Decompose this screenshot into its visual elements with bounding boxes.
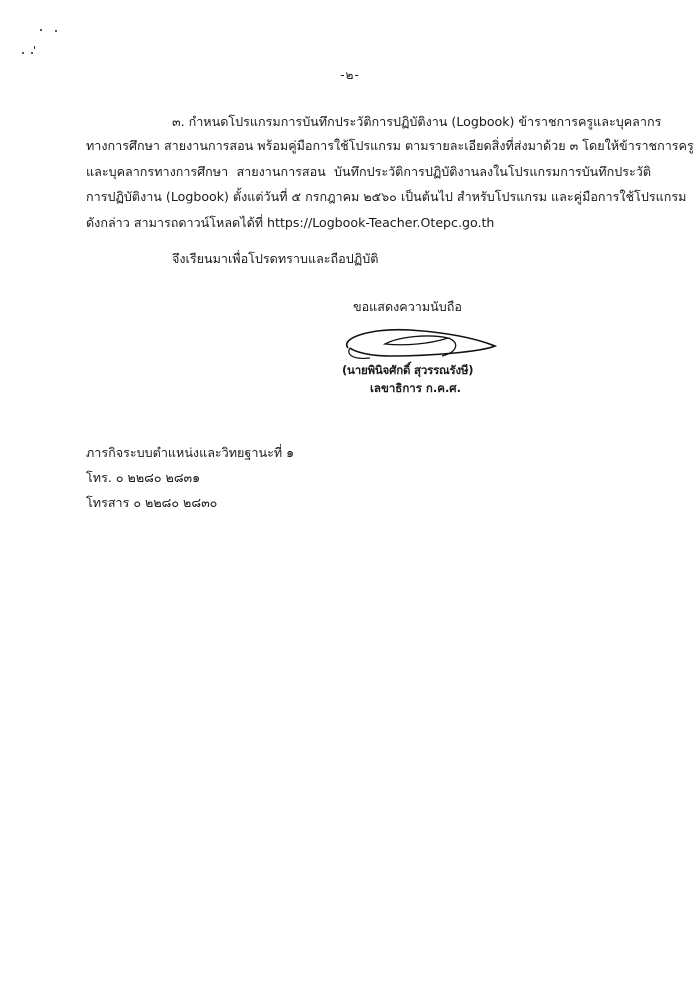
signature-icon [330,326,500,362]
signer-title: เลขาธิการ ก.ค.ศ. [370,381,461,395]
paragraph-line: และบุคลากรทางการศึกษา สายงานการสอน บันทึกประวัติการปฏิบัติงานลงในโปรแกรมการบันทึกประวัติ [86,164,651,179]
signer-name: (นายพินิจศักดิ์ สุวรรณรังษี) [342,363,474,377]
scan-speck [22,52,24,54]
scan-speck [55,30,57,32]
page-number: -๒- [340,68,360,82]
scan-speck [40,29,42,31]
scan-speck [34,46,35,49]
paragraph-line: ๓. กำหนดโปรแกรมการบันทึกประวัติการปฏิบัติงาน (Logbook) ข้าราชการครูและบุคลากร [172,114,662,129]
scan-speck [31,52,33,54]
footer-department: ภารกิจระบบตำแหน่งและวิทยฐานะที่ ๑ [86,445,295,460]
paragraph-line: ทางการศึกษา สายงานการสอน พร้อมคู่มือการใช้โปรแกรม ตามรายละเอียดสิ่งที่ส่งมาด้วย ๓ โดยให้ข้าราชการครู [86,138,694,153]
closing-statement: จึงเรียนมาเพื่อโปรดทราบและถือปฏิบัติ [172,251,379,266]
footer-phone: โทร. ๐ ๒๒๘๐ ๒๘๓๑ [86,470,201,485]
regards: ขอแสดงความนับถือ [353,299,462,314]
paragraph-line-with-link: ดังกล่าว สามารถดาวน์โหลดได้ที่ https://Logbook-Teacher.Otepc.go.th [86,215,495,230]
paragraph-line: การปฏิบัติงาน (Logbook) ตั้งแต่วันที่ ๕ กรกฎาคม ๒๕๖๐ เป็นต้นไป สำหรับโปรแกรม และคู่มือการใช้โปรแกรม [86,189,687,204]
footer-fax: โทรสาร ๐ ๒๒๘๐ ๒๘๓๐ [86,495,218,510]
